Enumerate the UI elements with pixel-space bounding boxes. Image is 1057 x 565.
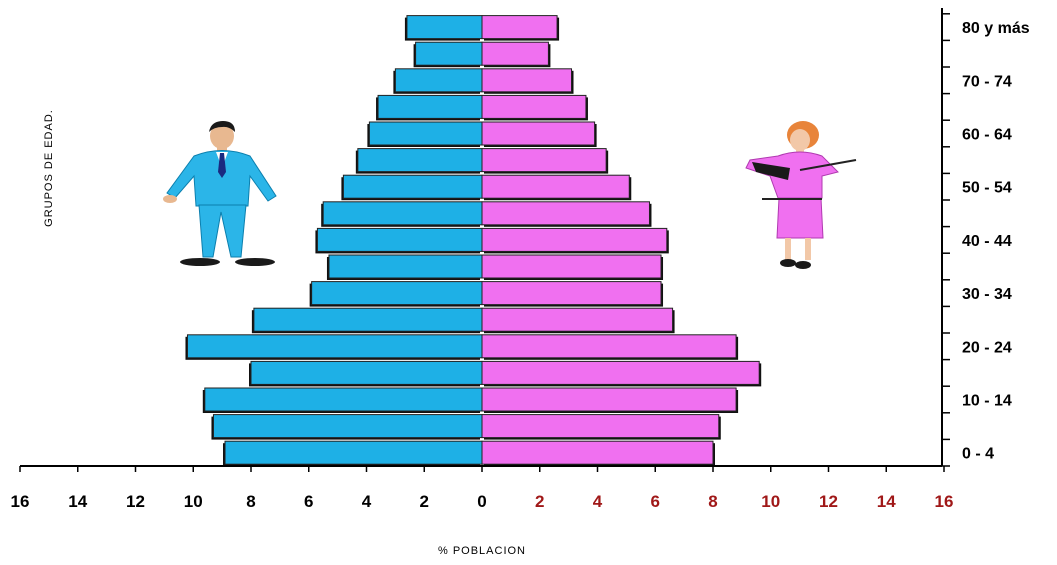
male-bar-80ymás <box>407 16 482 39</box>
female-bar-55-59 <box>482 149 606 172</box>
x-tick-label: 6 <box>650 492 660 511</box>
x-tick-label: 4 <box>592 492 603 511</box>
female-bar-5-9 <box>482 415 719 438</box>
male-bar-70-74 <box>395 69 482 92</box>
female-bar-15-19 <box>482 361 759 384</box>
male-bar-65-69 <box>378 95 482 118</box>
male-bar-5-9 <box>213 415 482 438</box>
female-bar-0-4 <box>482 441 713 464</box>
x-tick-label: 2 <box>535 492 545 511</box>
x-tick-label: 16 <box>10 492 30 511</box>
x-tick-label: 14 <box>876 492 896 511</box>
x-tick-label: 8 <box>708 492 718 511</box>
x-tick-label: 6 <box>304 492 314 511</box>
female-bar-30-34 <box>482 282 661 305</box>
y-tick-label: 30 - 34 <box>962 286 1012 304</box>
x-tick-label: 16 <box>934 492 954 511</box>
male-bar-30-34 <box>312 282 482 305</box>
x-tick-label: 8 <box>246 492 256 511</box>
y-axis-title: GRUPOS DE EDAD. <box>43 109 55 227</box>
female-bars <box>482 16 761 467</box>
male-bar-25-29 <box>254 308 482 331</box>
male-bar-40-44 <box>317 228 482 251</box>
businesswoman-icon <box>746 121 856 269</box>
x-tick-label: 2 <box>419 492 429 511</box>
x-tick-label: 14 <box>68 492 88 511</box>
y-tick-label: 40 - 44 <box>962 232 1012 250</box>
male-bar-75-79 <box>416 42 482 65</box>
male-bar-10-14 <box>205 388 482 411</box>
x-tick-label: 10 <box>183 492 203 511</box>
male-bar-55-59 <box>358 149 482 172</box>
y-tick-label: 70 - 74 <box>962 73 1012 91</box>
y-tick-label: 10 - 14 <box>962 392 1012 410</box>
y-axis-tick-labels <box>962 20 1030 463</box>
male-bar-45-49 <box>323 202 482 225</box>
male-bar-20-24 <box>187 335 482 358</box>
businessman-icon <box>163 121 276 266</box>
female-bar-10-14 <box>482 388 736 411</box>
female-bar-80ymás <box>482 16 557 39</box>
y-tick-label: 0 - 4 <box>962 445 995 463</box>
female-bar-25-29 <box>482 308 673 331</box>
x-tick-label: 12 <box>126 492 145 511</box>
x-tick-label: 0 <box>477 492 487 511</box>
y-tick-label: 20 - 24 <box>962 339 1012 357</box>
male-bar-50-54 <box>343 175 482 198</box>
female-bar-70-74 <box>482 69 572 92</box>
y-tick-label: 50 - 54 <box>962 179 1012 197</box>
y-tick-label: 60 - 64 <box>962 126 1012 144</box>
male-bar-15-19 <box>251 361 482 384</box>
male-bar-0-4 <box>225 441 482 464</box>
female-bar-20-24 <box>482 335 736 358</box>
x-tick-label: 10 <box>761 492 781 511</box>
female-bar-65-69 <box>482 95 586 118</box>
x-axis-title: % POBLACION <box>437 545 527 557</box>
male-bar-35-39 <box>329 255 482 278</box>
x-tick-label: 4 <box>361 492 372 511</box>
x-tick-label: 12 <box>819 492 838 511</box>
female-bar-35-39 <box>482 255 661 278</box>
female-bar-60-64 <box>482 122 595 145</box>
y-axis-ticks <box>942 14 950 466</box>
female-bar-45-49 <box>482 202 649 225</box>
female-bar-40-44 <box>482 228 667 251</box>
x-axis-tick-labels <box>11 492 954 511</box>
male-bar-60-64 <box>369 122 482 145</box>
female-bar-50-54 <box>482 175 629 198</box>
female-bar-75-79 <box>482 42 548 65</box>
y-tick-label: 80 y más <box>962 20 1030 38</box>
